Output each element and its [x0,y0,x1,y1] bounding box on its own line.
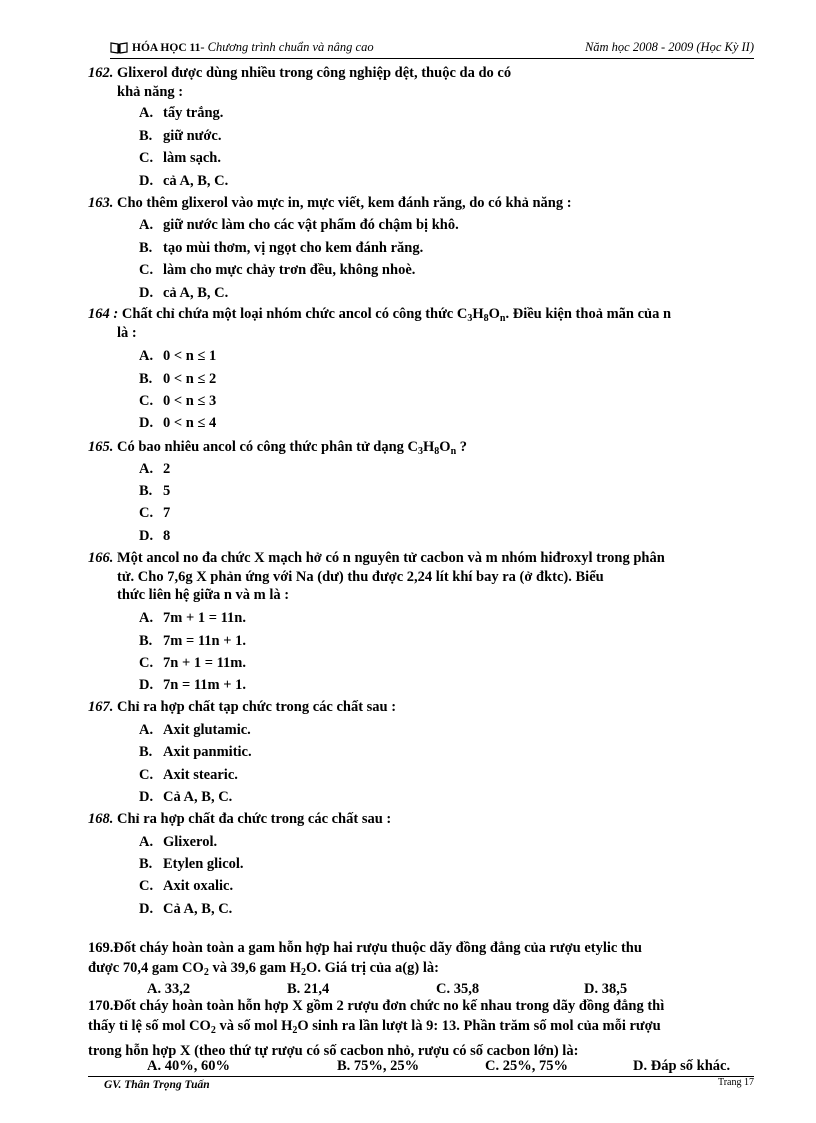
question-165: 165. Có bao nhiêu ancol có công thức phân tử dạng $C_3H_8O_n$ ? [88,439,468,457]
option-b: B. 5 [139,483,171,499]
header-program: - Chương trình chuẩn và nâng cao [200,40,374,54]
option-b: B. 21,4 [287,981,330,997]
header-school-year: Năm học 2008 - 2009 (Học Kỳ II) [584,40,754,54]
option-c: C. Axit stearic. [139,767,238,783]
question-text-cont: tử. Cho 7,6g X phản ứng với Na (dư) thu được 2,24 lít khí bay ra (ở đktc). Biểu [117,569,604,585]
option-c: C. 0 < n ≤ 3 [139,393,217,409]
book-icon [110,42,128,54]
question-number: 163. [88,195,114,211]
question-text-cont: là : [117,325,137,341]
option-a: A. Glixerol. [139,834,218,850]
option-d: D. cả A, B, C. [139,173,229,189]
option-c: C. 7n + 1 = 11m. [139,655,246,671]
question-167 [88,697,396,717]
option-b: B. 75%, 25% [337,1058,420,1074]
question-number: 167. [88,699,114,715]
question-text: Cho thêm glixerol vào mực in, mực viết, kem đánh răng, do có khả năng : [117,195,572,211]
option-c: C. làm sạch. [139,150,221,166]
option-d: D. 0 < n ≤ 4 [139,415,217,431]
option-a: A. tẩy trắng. [139,105,224,121]
question-163 [88,193,572,213]
option-a: A. 40%, 60% [147,1058,230,1074]
option-d: D. 38,5 [584,981,628,997]
option-d: D. Cả A, B, C. [139,901,233,917]
option-a: A. 0 < n ≤ 1 [139,348,217,364]
page-header [110,40,754,59]
option-b: B. giữ nước. [139,128,222,144]
option-d: D. Cả A, B, C. [139,789,233,805]
header-subject: HÓA HỌC 11 [132,41,201,54]
page-footer [88,1076,754,1091]
option-d: D. cả A, B, C. [139,285,229,301]
option-d: D. Đáp số khác. [633,1058,731,1074]
question-number: 165. [88,439,114,455]
option-c: C. 25%, 75% [485,1058,568,1074]
question-168 [88,809,391,829]
question-text-cont: thức liên hệ giữa n và m là : [117,587,290,603]
question-170 [88,996,753,1061]
option-a: A. 7m + 1 = 11n. [139,610,246,626]
option-b: B. tạo mùi thơm, vị ngọt cho kem đánh răng. [139,240,424,256]
question-162 [88,63,511,83]
question-text: Chỉ ra hợp chất đa chức trong các chất sau : [117,811,392,827]
option-c: C. 35,8 [436,981,480,997]
option-d: D. 7n = 11m + 1. [139,677,246,693]
question-166 [88,548,665,568]
question-number: 168. [88,811,114,827]
option-d: D. 8 [139,528,171,544]
option-a: A. 2 [139,461,171,477]
question-text: Một ancol no đa chức X mạch hở có n nguyên tử cacbon và m nhóm hiđroxyl trong phân [117,550,665,566]
question-169 [88,938,753,983]
question-text: Chất chỉ chứa một loại nhóm chức ancol có công thức C [121,306,468,322]
option-b: B. 0 < n ≤ 2 [139,371,217,387]
option-b: B. Etylen glicol. [139,856,244,872]
footer-author: GV. Thân Trọng Tuấn [104,1079,210,1091]
question-number: 162. [88,65,114,81]
question-number: 166. [88,550,114,566]
question-text-cont: được 70,4 gam $CO_2$ và 39,6 gam $H_2O$. Giá trị của a(g) là: [88,960,439,978]
option-a: A. giữ nước làm cho các vật phẩm đó chậm bị khô. [139,217,459,233]
option-c: C. làm cho mực chảy trơn đều, không nhoè. [139,262,416,278]
option-b: B. 7m = 11n + 1. [139,633,246,649]
page-number: Trang 17 [717,1077,754,1088]
question-text-cont: thấy tỉ lệ số mol $CO_2$ và số mol $H_2O$ sinh ra lần lượt là 9: 13. Phần trăm số mol của mỗi rượu [88,1018,661,1036]
question-text: Chỉ ra hợp chất tạp chức trong các chất sau : [117,699,397,715]
question-164: 164 : Chất chỉ chứa một loại nhóm chức ancol có công thức $C_3H_8O_n$. Điều kiện thoả mãn của n [88,306,672,324]
question-text: 169.Đốt cháy hoàn toàn a gam hỗn hợp hai rượu thuộc dãy đồng đẳng của rượu etylic thu [88,940,642,956]
option-a: A. 33,2 [147,981,191,997]
question-text-cont: khả năng : [117,84,184,100]
question-number: 164 : [88,306,119,322]
option-c: C. Axit oxalic. [139,878,234,894]
question-text: 170.Đốt cháy hoàn toàn hỗn hợp X gồm 2 rượu đơn chức no kế nhau trong dãy đồng đẳng thì [88,998,665,1014]
question-text: Glixerol được dùng nhiều trong công nghiệp dệt, thuộc da do có [117,65,512,81]
header-left [110,40,374,55]
option-a: A. Axit glutamic. [139,722,251,738]
option-b: B. Axit panmitic. [139,744,252,760]
option-c: C. 7 [139,505,171,521]
question-text-cont: trong hỗn hợp X (theo thứ tự rượu có số cacbon nhỏ, rượu có số cacbon lớn) là: [88,1043,579,1059]
question-text: Có bao nhiêu ancol có công thức phân tử dạng C [117,439,419,455]
